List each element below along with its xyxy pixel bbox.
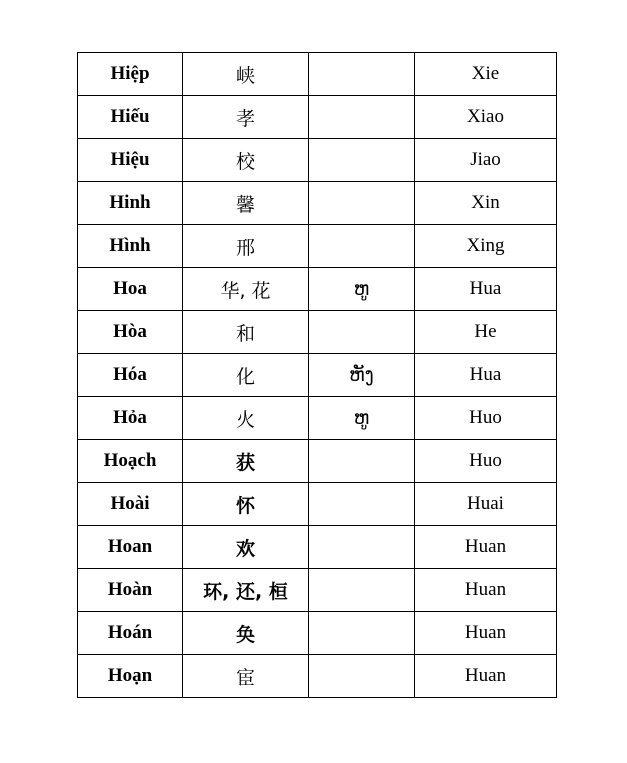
han-character-cell: 和 — [183, 311, 309, 354]
table-row — [78, 526, 557, 569]
vietnamese-name-cell: Hoạch — [78, 440, 183, 483]
lao-script-cell — [309, 483, 415, 526]
vietnamese-name-cell: Hoài — [78, 483, 183, 526]
han-character-cell: 获 — [183, 440, 309, 483]
lao-script-cell: ຫູ — [309, 268, 415, 311]
lao-script-cell — [309, 440, 415, 483]
lao-script-cell — [309, 53, 415, 96]
pinyin-cell: Huai — [415, 483, 557, 526]
han-character-cell: 华, 花 — [183, 268, 309, 311]
pinyin-cell: Huan — [415, 526, 557, 569]
table-row — [78, 354, 557, 397]
han-character-cell: 馨 — [183, 182, 309, 225]
table-row — [78, 440, 557, 483]
han-character-cell: 怀 — [183, 483, 309, 526]
lao-script-cell — [309, 311, 415, 354]
lao-script-cell — [309, 182, 415, 225]
vietnamese-name-cell: Hình — [78, 225, 183, 268]
lao-script-cell: ຫັງ — [309, 354, 415, 397]
han-character-cell: 奂 — [183, 612, 309, 655]
pinyin-cell: Huan — [415, 655, 557, 698]
vietnamese-name-cell: Hoạn — [78, 655, 183, 698]
lao-script-cell — [309, 96, 415, 139]
pinyin-cell: Hua — [415, 268, 557, 311]
table-row — [78, 483, 557, 526]
table-row — [78, 182, 557, 225]
vietnamese-name-cell: Hiếu — [78, 96, 183, 139]
pinyin-cell: Huan — [415, 612, 557, 655]
table-row — [78, 569, 557, 612]
pinyin-cell: Huo — [415, 440, 557, 483]
lao-script-cell — [309, 655, 415, 698]
vietnamese-name-cell: Hỏa — [78, 397, 183, 440]
name-correspondence-table — [77, 52, 557, 698]
han-character-cell: 校 — [183, 139, 309, 182]
pinyin-cell: Xie — [415, 53, 557, 96]
lao-script-cell: ຫູ — [309, 397, 415, 440]
han-character-cell: 欢 — [183, 526, 309, 569]
pinyin-cell: Xin — [415, 182, 557, 225]
vietnamese-name-cell: Hoán — [78, 612, 183, 655]
vietnamese-name-cell: Hóa — [78, 354, 183, 397]
vietnamese-name-cell: Hiệu — [78, 139, 183, 182]
vietnamese-name-cell: Hinh — [78, 182, 183, 225]
vietnamese-name-cell: Hoa — [78, 268, 183, 311]
table-row — [78, 268, 557, 311]
lao-script-cell — [309, 139, 415, 182]
table-row — [78, 311, 557, 354]
table-body — [78, 53, 557, 698]
table-row — [78, 139, 557, 182]
lao-script-cell — [309, 526, 415, 569]
han-character-cell: 火 — [183, 397, 309, 440]
table-row — [78, 53, 557, 96]
table-row — [78, 225, 557, 268]
pinyin-cell: Huan — [415, 569, 557, 612]
lao-script-cell — [309, 612, 415, 655]
han-character-cell: 孝 — [183, 96, 309, 139]
han-character-cell: 宦 — [183, 655, 309, 698]
vietnamese-name-cell: Hiệp — [78, 53, 183, 96]
han-character-cell: 峡 — [183, 53, 309, 96]
han-character-cell: 邢 — [183, 225, 309, 268]
table-row — [78, 96, 557, 139]
han-character-cell: 化 — [183, 354, 309, 397]
pinyin-cell: Jiao — [415, 139, 557, 182]
pinyin-cell: Huo — [415, 397, 557, 440]
pinyin-cell: He — [415, 311, 557, 354]
vietnamese-name-cell: Hoàn — [78, 569, 183, 612]
lao-script-cell — [309, 225, 415, 268]
han-character-cell: 环, 还, 桓 — [183, 569, 309, 612]
pinyin-cell: Xiao — [415, 96, 557, 139]
table-row — [78, 655, 557, 698]
vietnamese-name-cell: Hoan — [78, 526, 183, 569]
lao-script-cell — [309, 569, 415, 612]
table-row — [78, 397, 557, 440]
pinyin-cell: Hua — [415, 354, 557, 397]
table-row — [78, 612, 557, 655]
pinyin-cell: Xing — [415, 225, 557, 268]
vietnamese-name-cell: Hòa — [78, 311, 183, 354]
